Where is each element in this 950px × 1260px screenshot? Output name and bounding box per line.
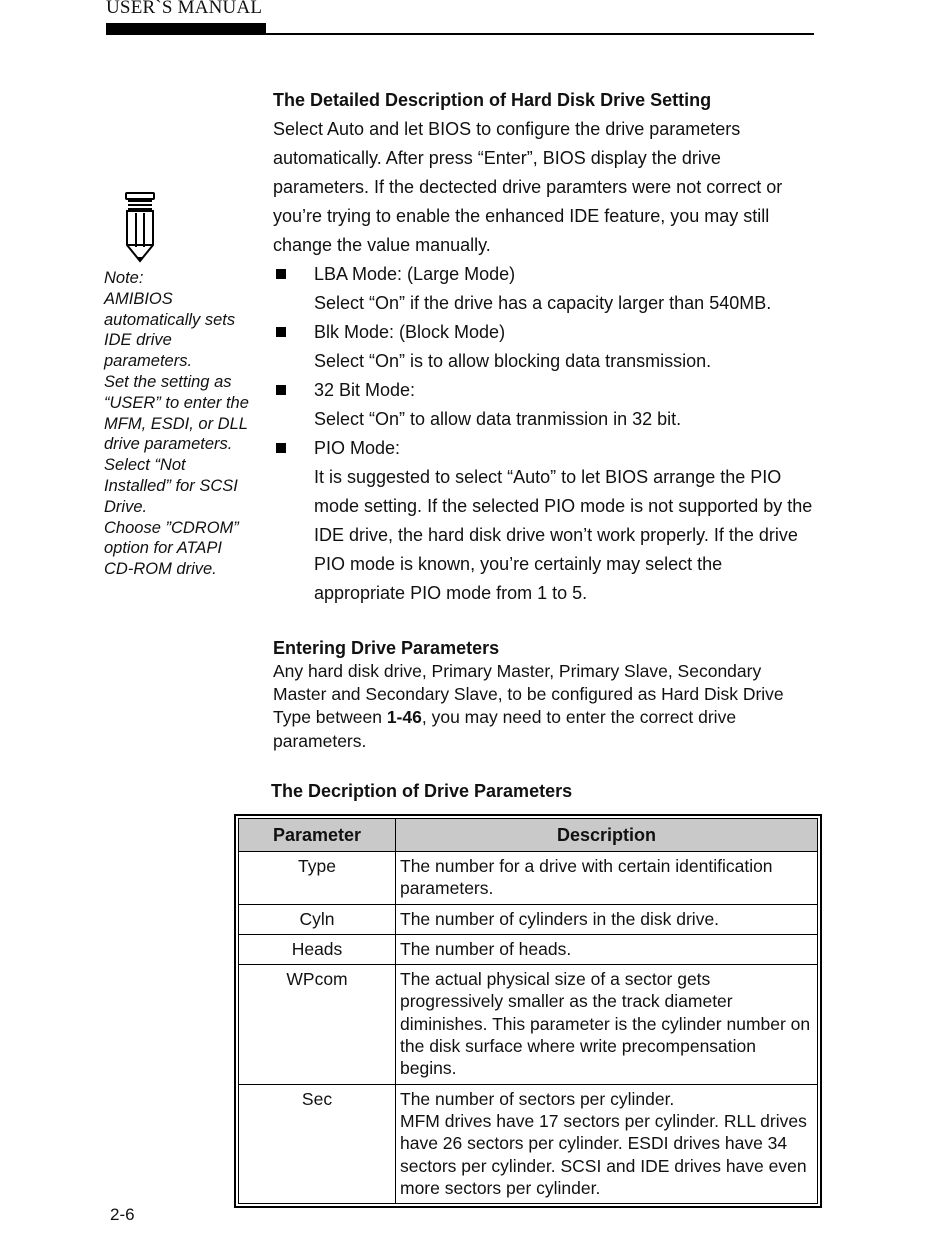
param-cell: Sec [239,1084,396,1203]
text-before: Any hard disk drive, Primary Master, Primary Slave, Secondary Master and Secondary Slave, to be configured as Hard Disk Drive Type between [273,661,784,728]
page-number: 2-6 [110,1205,135,1224]
parameters-table [238,818,818,1204]
desc-line: MFM drives have 17 sectors per cylinder. RLL drives have 26 sectors per cylinder. ESDI drives have 34 sectors per cylinder. SCSI and IDE drives have even more sectors per cylinder. [400,1110,807,1198]
square-bullet-icon [276,327,286,337]
header-title: USER`S MANUAL [106,0,263,18]
column-header-description: Description [396,819,818,852]
list-item [273,376,818,434]
square-bullet-icon [276,269,286,279]
note-line: Select “Not Installed” for SCSI Drive. [104,456,238,516]
mode-title: 32 Bit Mode: [314,380,416,400]
type-range: 1-46 [386,707,422,728]
square-bullet-icon [276,385,286,395]
mode-title: LBA Mode: (Large Mode) [314,264,516,284]
section-text [273,660,818,753]
mode-description: Select “On” is to allow blocking data transmission. [314,351,712,371]
list-item [273,434,818,608]
mode-title: Blk Mode: (Block Mode) [314,322,506,342]
param-cell: WPcom [239,965,396,1084]
table-header-row [239,819,818,852]
note-line: AMIBIOS automatically sets IDE drive parameters. [104,289,236,371]
table-title: The Decription of Drive Parameters [271,781,573,801]
desc-cell: The number of cylinders in the disk drive. [396,904,818,934]
pencil-note-icon [121,191,159,263]
note-label: Note: [104,269,144,287]
mode-description: Select “On” if the drive has a capacity larger than 540MB. [314,293,772,313]
mode-title: PIO Mode: [314,438,401,458]
text-after: , you may need to enter the correct drive parameters. [273,707,737,751]
parameters-table-frame [234,814,822,1208]
list-item [273,318,818,376]
table-row [239,1084,818,1203]
section-heading: Entering Drive Parameters [273,638,500,658]
param-cell: Cyln [239,904,396,934]
mode-description: It is suggested to select “Auto” to let BIOS arrange the PIO mode setting. If the selected PIO mode is not supported by the IDE drive, the hard disk drive won’t work properly. If the drive PIO mode is known, you’re certainly may select the appropriate PIO mode from 1 to 5. [314,467,813,603]
table-row [239,934,818,964]
desc-cell [396,1084,818,1203]
note-line: Choose ”CDROM” option for ATAPI CD-ROM drive. [104,518,239,579]
section-intro: Select Auto and let BIOS to configure the drive parameters automatically. After press “Enter”, BIOS display the drive parameters. If the dectected drive paramters were not correct or you’re trying to enable the enhanced IDE feature, you may still change the value manually. [273,119,783,255]
side-note [104,268,249,580]
list-item [273,260,818,318]
hdd-setting-section [273,86,818,608]
column-header-parameter: Parameter [239,819,396,852]
desc-line: The number of sectors per cylinder. [400,1088,675,1109]
desc-cell: The actual physical size of a sector gets progressively smaller as the track diameter diminishes. This parameter is the cylinder number on the disk surface where write precompensation begins. [396,965,818,1084]
mode-description: Select “On” to allow data tranmission in 32 bit. [314,409,682,429]
section-heading: The Detailed Description of Hard Disk Drive Setting [273,90,712,110]
desc-cell: The number for a drive with certain identification parameters. [396,852,818,905]
desc-cell: The number of heads. [396,934,818,964]
mode-list [273,260,818,608]
table-row [239,852,818,905]
entering-drive-parameters-section [273,636,818,753]
param-cell: Heads [239,934,396,964]
param-cell: Type [239,852,396,905]
table-row [239,965,818,1084]
square-bullet-icon [276,443,286,453]
table-row [239,904,818,934]
header-rule-thin [106,33,814,35]
note-line: Set the setting as “USER” to enter the MFM, ESDI, or DLL drive parameters. [104,372,249,454]
